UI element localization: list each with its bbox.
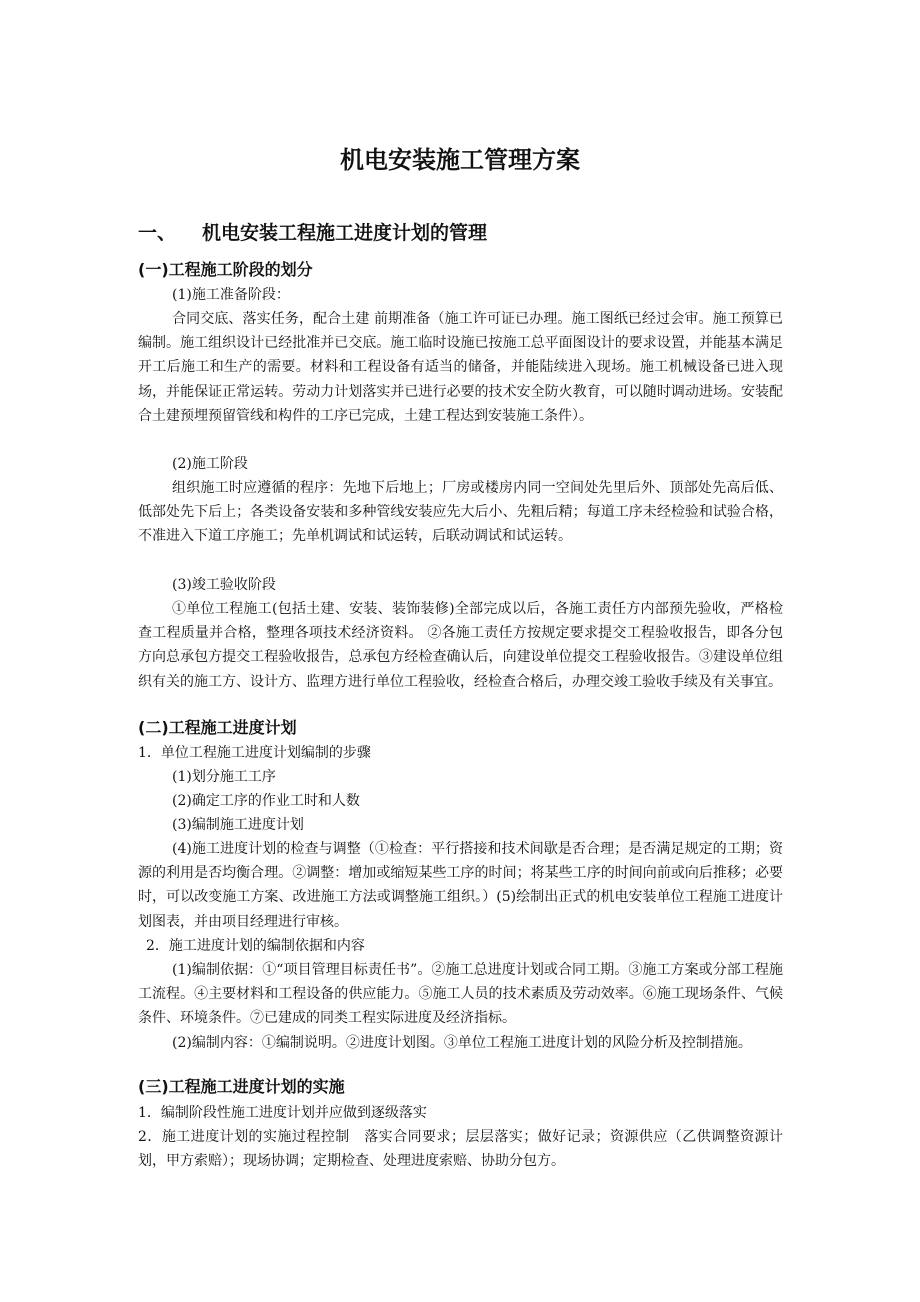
stage-1-label: (1)施工准备阶段： bbox=[172, 287, 290, 303]
schedule-steps-title: 1．单位工程施工进度计划编制的步骤 bbox=[138, 745, 371, 761]
section-1-heading bbox=[138, 218, 487, 248]
schedule-content-paragraph: (2)编制内容：①编制说明。②进度计划图。③单位工程施工进度计划的风险分析及控制措施。 bbox=[172, 1035, 752, 1051]
section-1-number: 一、 bbox=[138, 222, 177, 244]
stage-2-paragraph: 组织施工时应遵循的程序：先地下后地上；厂房或楼房内同一空间处先里后外、顶部处先高后低、低部处先下后上；各类设备安装和多种管线安装应先大后小、先粗后精；每道工序未经检验和试验合格，不准进入下道工序施工；先单机调试和试运转，后联动调试和试运转。 bbox=[138, 480, 783, 545]
subsection-1-heading: (一)工程施工阶段的划分 bbox=[138, 260, 313, 279]
schedule-step-4-paragraph: (4)施工进度计划的检查与调整（①检查：平行搭接和技术间歇是否合理；是否满足规定的工期；资源的利用是否均衡合理。②调整：增加或缩短某些工序的时间；将某些工序的时间向前或向后推移；必要时，可以改变施工方案、改进施工方法或调整施工组织。）(5)绘制出正式的机电安装单位工程施工进度计划图表，并由项目经理进行审核。 bbox=[138, 841, 783, 930]
stage-3-label: (3)竣工验收阶段 bbox=[172, 577, 276, 593]
schedule-step-2: (2)确定工序的作业工时和人数 bbox=[172, 793, 360, 809]
stage-3-paragraph: ①单位工程施工(包括土建、安装、装饰装修)全部完成以后，各施工责任方内部预先验收，严格检查工程质量并合格，整理各项技术经济资料。 ②各施工责任方按规定要求提交工程验收报告，即各分包方向总承包方提交工程验收报告，总承包方经检查确认后，向建设单位提交工程验收报告。③建设单位组织有关的施工方、设计方、监理方进行单位工程验收，经检查合格后，办理交竣工验收手续及有关事宜。 bbox=[138, 601, 783, 690]
schedule-step-3: (3)编制施工进度计划 bbox=[172, 817, 304, 833]
subsection-2-heading: (二)工程施工进度计划 bbox=[138, 718, 297, 737]
section-1-title: 机电安装工程施工进度计划的管理 bbox=[202, 222, 488, 244]
implementation-item-2: 2．施工进度计划的实施过程控制 落实合同要求；层层落实；做好记录；资源供应（乙供调整资源计划，甲方索赔）；现场协调；定期检查、处理进度索赔、协助分包方。 bbox=[138, 1129, 783, 1170]
implementation-item-1: 1．编制阶段性施工进度计划并应做到逐级落实 bbox=[138, 1105, 427, 1121]
subsection-3-heading: (三)工程施工进度计划的实施 bbox=[138, 1077, 345, 1096]
schedule-step-1: (1)划分施工工序 bbox=[172, 769, 276, 785]
document-title: 机电安装施工管理方案 bbox=[340, 146, 580, 174]
stage-1-paragraph: 合同交底、落实任务，配合土建 前期准备（施工许可证已办理。施工图纸已经过会审。施工预算已编制。施工组织设计已经批准并已交底。施工临时设施已按施工总平面图设计的要求设置，并能基本满足开工后施工和生产的需要。材料和工程设备有适当的储备，并能陆续进入现场。施工机械设备已进入现场，并能保证正常运转。劳动力计划落实并已进行必要的技术安全防火教育，可以随时调动进场。安装配合土建预埋预留管线和构件的工序已完成，土建工程达到安装施工条件）。 bbox=[138, 311, 783, 424]
schedule-basis-paragraph: (1)编制依据：①“项目管理目标责任书”。②施工总进度计划或合同工期。③施工方案或分部工程施工流程。④主要材料和工程设备的供应能力。⑤施工人员的技术素质及劳动效率。⑥施工现场条件、气候条件、环境条件。⑦已建成的同类工程实际进度及经济指标。 bbox=[138, 962, 783, 1027]
schedule-basis-title: 2．施工进度计划的编制依据和内容 bbox=[146, 938, 365, 954]
stage-2-label: (2)施工阶段 bbox=[172, 456, 248, 472]
